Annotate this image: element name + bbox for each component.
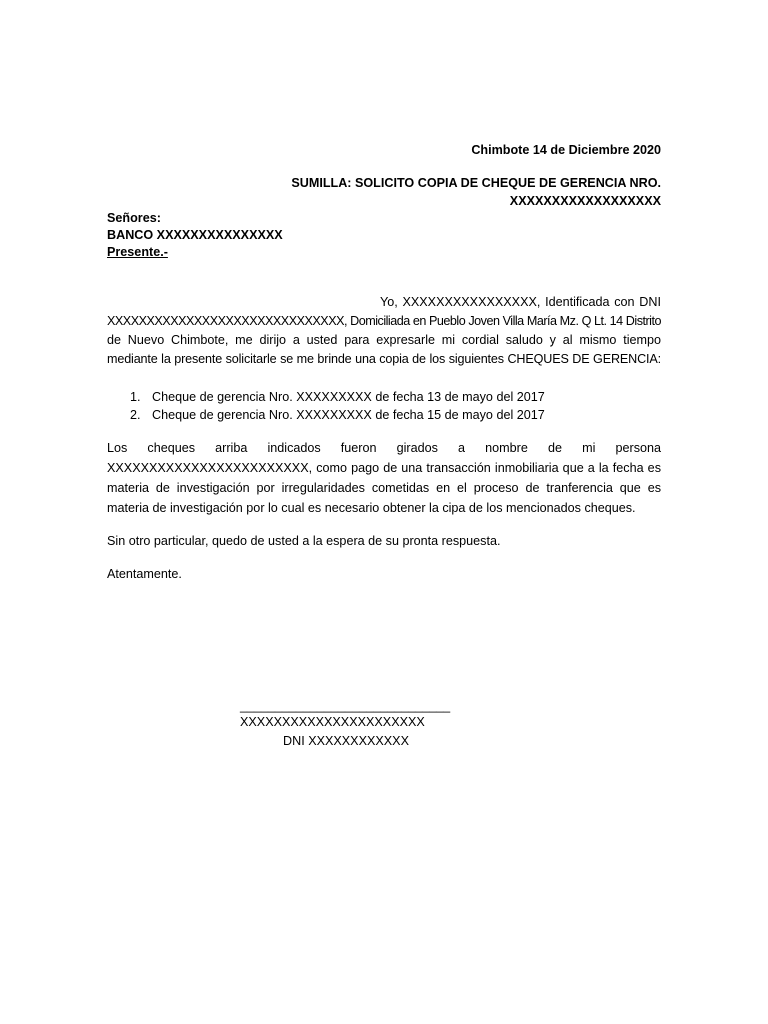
paragraph2-line: materia de investigación por lo cual es necesario obtener la cipa de los mencionados cheques. <box>107 501 636 515</box>
bank-name: BANCO XXXXXXXXXXXXXXX <box>107 228 283 242</box>
closing-regards: Atentamente. <box>107 567 182 581</box>
list-number: 2. <box>130 408 141 422</box>
salutation: Señores: <box>107 211 161 225</box>
paragraph1-line: XXXXXXXXXXXXXXXXXXXXXXXXXXXXXX, Domiciliada en Pueblo Joven Villa María Mz. Q Lt. 14 Distrito <box>107 314 661 328</box>
signature-line: ______________________________ <box>240 699 451 713</box>
paragraph1-line: de Nuevo Chimbote, me dirijo a usted para expresarle mi cordial saludo y al mismo tiempo <box>107 333 661 347</box>
list-number: 1. <box>130 390 141 404</box>
paragraph1-line: Yo, XXXXXXXXXXXXXXXX, Identificada con DNI <box>380 295 661 309</box>
paragraph1-line: mediante la presente solicitarle se me brinde una copia de los siguientes CHEQUES DE GERENCIA: <box>107 352 661 366</box>
sumilla-line-1: SUMILLA: SOLICITO COPIA DE CHEQUE DE GERENCIA NRO. <box>291 176 661 190</box>
closing-text: Sin otro particular, quedo de usted a la espera de su pronta respuesta. <box>107 534 501 548</box>
paragraph2-line: materia de investigación por irregularidades cometidas en el proceso de tranferencia que es <box>107 481 661 495</box>
paragraph2-line: Los cheques arriba indicados fueron girados a nombre de mi persona <box>107 441 661 455</box>
list-item: Cheque de gerencia Nro. XXXXXXXXX de fecha 13 de mayo del 2017 <box>152 390 545 404</box>
list-item: Cheque de gerencia Nro. XXXXXXXXX de fecha 15 de mayo del 2017 <box>152 408 545 422</box>
paragraph2-line: XXXXXXXXXXXXXXXXXXXXXXXX, como pago de una transacción inmobiliaria que a la fecha es <box>107 461 661 475</box>
signature-dni: DNI XXXXXXXXXXXX <box>283 734 409 748</box>
place-date: Chimbote 14 de Diciembre 2020 <box>471 143 661 157</box>
presente: Presente.- <box>107 245 168 259</box>
signature-name: XXXXXXXXXXXXXXXXXXXXXX <box>240 715 425 729</box>
sumilla-line-2: XXXXXXXXXXXXXXXXXX <box>509 194 661 208</box>
